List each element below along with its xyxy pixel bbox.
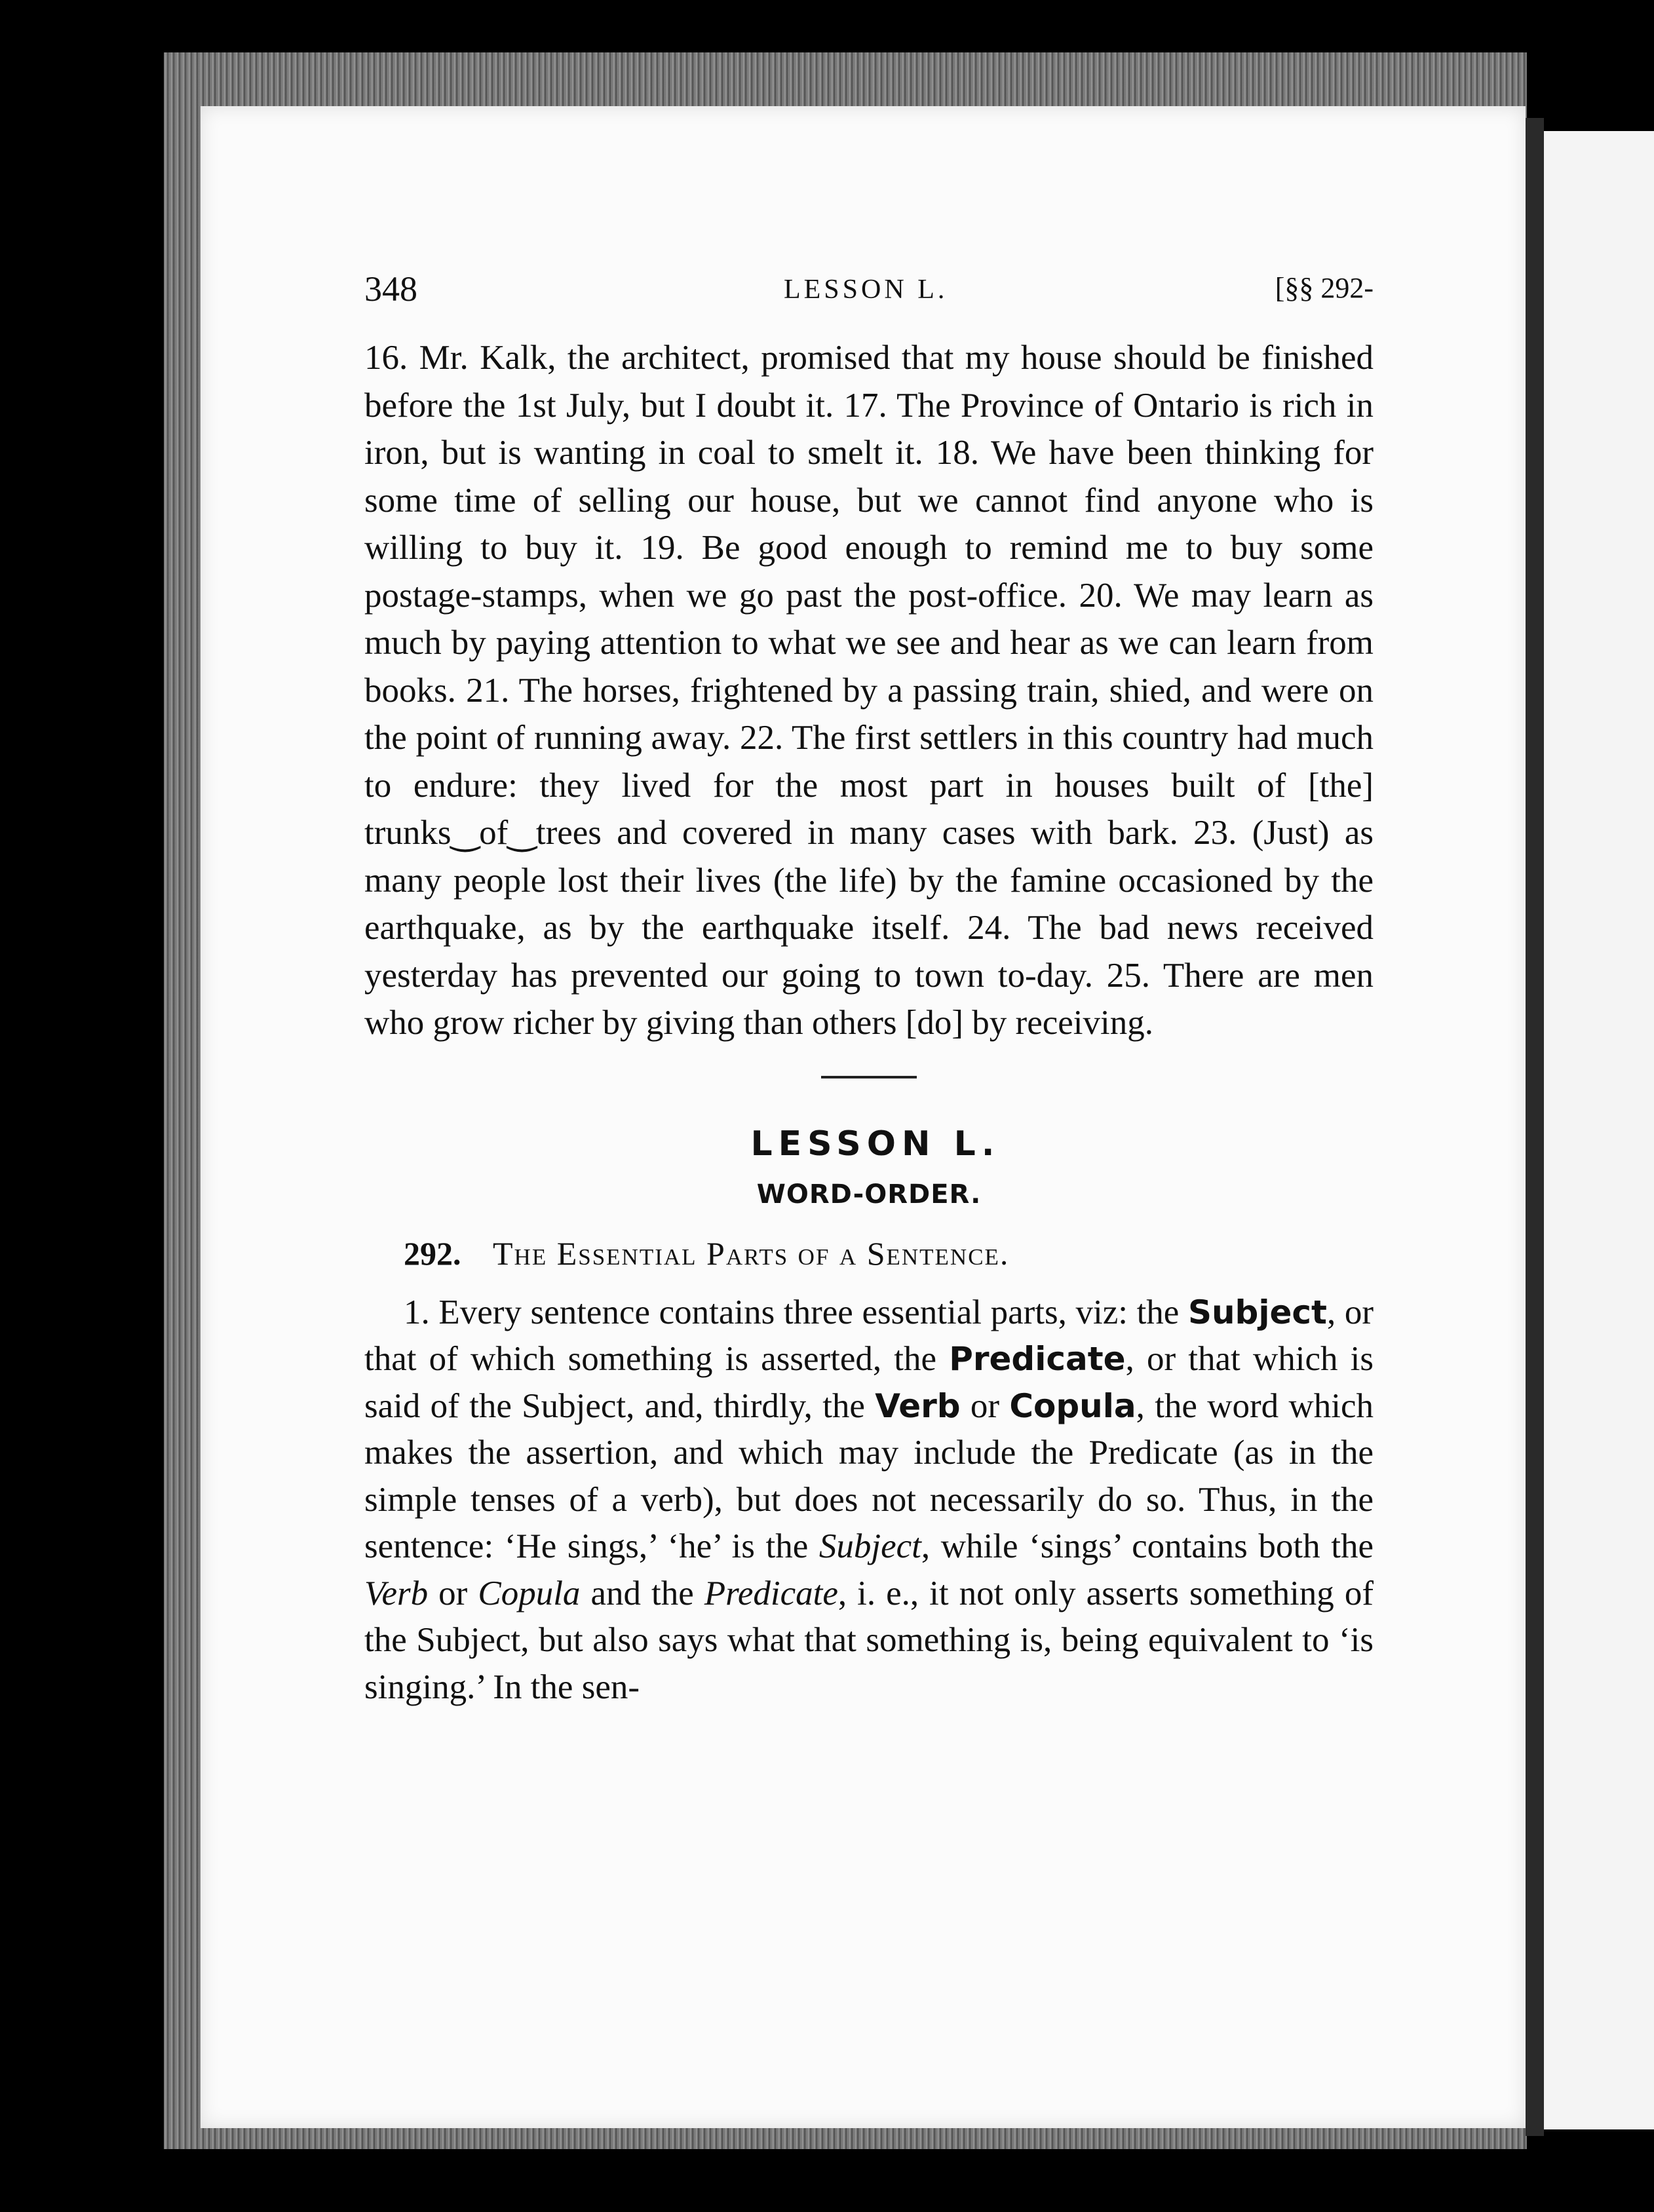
body-text-run: , while ‘sings’ contains both the [921, 1527, 1374, 1565]
exercise-paragraph: 16. Mr. Kalk, the architect, promised that my house should be finished before the 1st July, but I doubt it. 17. The Province of Ontario is rich in iron, but is wanting in coal to smelt it. 18. We have been thinking for some time of selling our house, but we cannot find anyone who is willing to buy it. 19. Be good enough to remind me to buy some postage-stamps, when we go past the post-office. 20. We may learn as much by paying attention to what we see and hear as we can learn from books. 21. The horses, frightened by a passing train, shied, and were on the point of running away. 22. The first settlers in this country had much to endure: they lived for the most part in houses built of [the] trunks‿of‿trees and covered in many cases with bark. 23. (Just) as many people lost their lives (the life) by the famine occasioned by the earthquake, as by the earthquake itself. 24. The bad news received yesterday has prevented our going to town to-day. 25. There are men who grow richer by giving than others [do] by receiving. [364, 339, 1374, 1042]
body-text-run: , or that of which something is asserted, the [364, 1293, 1374, 1378]
facing-page-edge [1544, 131, 1654, 2129]
lesson-subtitle: WORD-ORDER. [756, 1179, 982, 1210]
body-text-run: 1. Every sentence contains three essential parts, viz: the [404, 1293, 1188, 1331]
italic-subject: Subject [818, 1527, 921, 1565]
term-predicate: Predicate [949, 1340, 1126, 1378]
body-text-run: , i. e., it not only asserts something of the Subject, but also says what that something is, being equivalent to ‘is singing.’ In the sen- [364, 1574, 1374, 1706]
term-subject: Subject [1187, 1293, 1327, 1331]
body-text-run: and the [580, 1574, 704, 1612]
section-number: 292. [404, 1234, 461, 1272]
book-gutter [1526, 118, 1544, 2136]
lesson-title: LESSON L. [750, 1124, 1001, 1164]
term-verb: Verb [875, 1386, 961, 1425]
running-head [364, 262, 1374, 321]
body-text-run: , or that which is said of the Subject, and, thirdly, the [364, 1340, 1374, 1425]
running-head-title: LESSON L. [784, 275, 948, 305]
section-divider [821, 1076, 917, 1078]
body-text-run: or [428, 1574, 478, 1612]
body-text-run: or [960, 1386, 1010, 1425]
italic-verb: Verb [364, 1574, 429, 1612]
running-head-section-ref: [§§ 292- [1275, 272, 1374, 304]
italic-predicate: Predicate [704, 1574, 838, 1612]
page-number: 348 [364, 269, 417, 309]
body-paragraph [364, 1289, 1374, 1711]
italic-copula: Copula [478, 1574, 581, 1612]
term-copula: Copula [1009, 1386, 1136, 1425]
page-content [364, 262, 1374, 1711]
section-heading [364, 1234, 1374, 1272]
body-text-run: , the word which makes the assertion, and which may include the Predicate (as in the simple tenses of a verb), but does not necessarily do so. Thus, in the sentence: ‘He sings,’ ‘he’ is the [364, 1386, 1374, 1565]
section-title: The Essential Parts of a Sentence. [493, 1234, 1010, 1272]
